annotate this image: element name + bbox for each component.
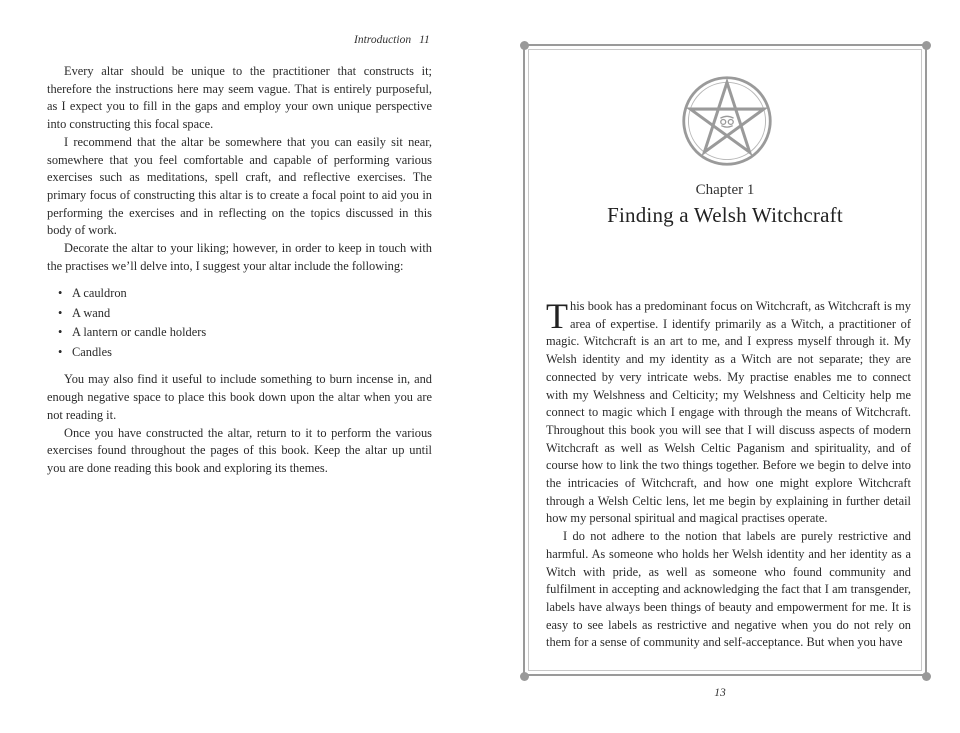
list-item: • A cauldron bbox=[65, 284, 432, 304]
paragraph bbox=[546, 298, 911, 528]
drop-cap: T bbox=[546, 296, 568, 336]
frame-corner-dot bbox=[520, 41, 529, 50]
list-item: • Candles bbox=[65, 343, 432, 363]
paragraph: Once you have constructed the altar, return to it to perform the various exercises found throughout the pages of this book. Keep the altar up until you are done reading this book and exploring its themes. bbox=[47, 425, 432, 475]
page-number: 13 bbox=[714, 687, 726, 699]
paragraph: Every altar should be unique to the practitioner that constructs it; therefore the instructions here may seem vague. That is entirely purposeful, as I expect you to fill in the gaps and employ your own unique perspective into constructing this focal space. bbox=[47, 64, 432, 132]
pentacle-icon bbox=[680, 74, 774, 168]
paragraph: You may also find it useful to include something to burn incense in, and enough negative space to place this book down upon the altar when you are not reading it. bbox=[47, 372, 432, 422]
paragraph-text: his book has a predominant focus on Witchcraft, as Witchcraft is my area of expertise. I identify primarily as a Witch, a practitioner of magic. Witchcraft is an art to me, and I express myself through it. My Welsh identity and my identity as a Witch are not separate; they are connected by very intricate webs. My practise enables me to connect with my Welshness and Celticity; my Welshness and Celticity help me connect to magic which I engage with through the means of Witchcraft. Throughout this book you will see that I will discuss aspects of modern Witchcraft as well as Welsh Celtic Paganism and spirituality, and of course how to link the two things together. Before we begin to delve into the intricacies of Witchcraft, and how one might explore Witchcraft through a Welsh Celtic lens, let me begin by explaining in further detail how my personal spiritual and magical practises operate. bbox=[546, 299, 911, 526]
frame-corner-dot bbox=[922, 41, 931, 50]
paragraph: I recommend that the altar be somewhere that you can easily sit near, somewhere that you feel comfortable and capable of performing various exercises such as meditations, spell craft, and reflective exercises. The primary focus of constructing this altar is to create a focal point to aid you in performing the exercises and in reflecting on the topics discussed in this body of work. bbox=[47, 134, 432, 238]
frame-corner-dot bbox=[922, 672, 931, 681]
right-body-text bbox=[546, 298, 911, 652]
frame-corner-dot bbox=[520, 672, 529, 681]
list-item: • A lantern or candle holders bbox=[65, 323, 432, 343]
altar-items-list bbox=[47, 284, 432, 362]
running-head-page-number: 11 bbox=[419, 34, 430, 46]
paragraph: Decorate the altar to your liking; however, in order to keep in touch with the practises we’ll delve into, I suggest your altar include the following: bbox=[47, 241, 432, 273]
running-head bbox=[354, 34, 430, 46]
list-item: • A wand bbox=[65, 304, 432, 324]
chapter-title: Finding a Welsh Witchcraft bbox=[607, 203, 843, 227]
chapter-label: Chapter 1 bbox=[695, 182, 755, 198]
paragraph: I do not adhere to the notion that labels are purely restrictive and harmful. As someone who holds her Welsh identity and her identity as a Witch with pride, as well as someone who found community and fulfilment in accepting and acknowledging the fact that I am transgender, labels have always been things of beauty and empowerment for me. It is easy to see labels as restrictive and negative when you do not rely on them for a sense of community and self-acceptance. But when you have bbox=[546, 529, 911, 650]
running-head-title: Introduction bbox=[354, 34, 412, 46]
right-page bbox=[480, 0, 960, 733]
left-body-text bbox=[47, 63, 432, 478]
